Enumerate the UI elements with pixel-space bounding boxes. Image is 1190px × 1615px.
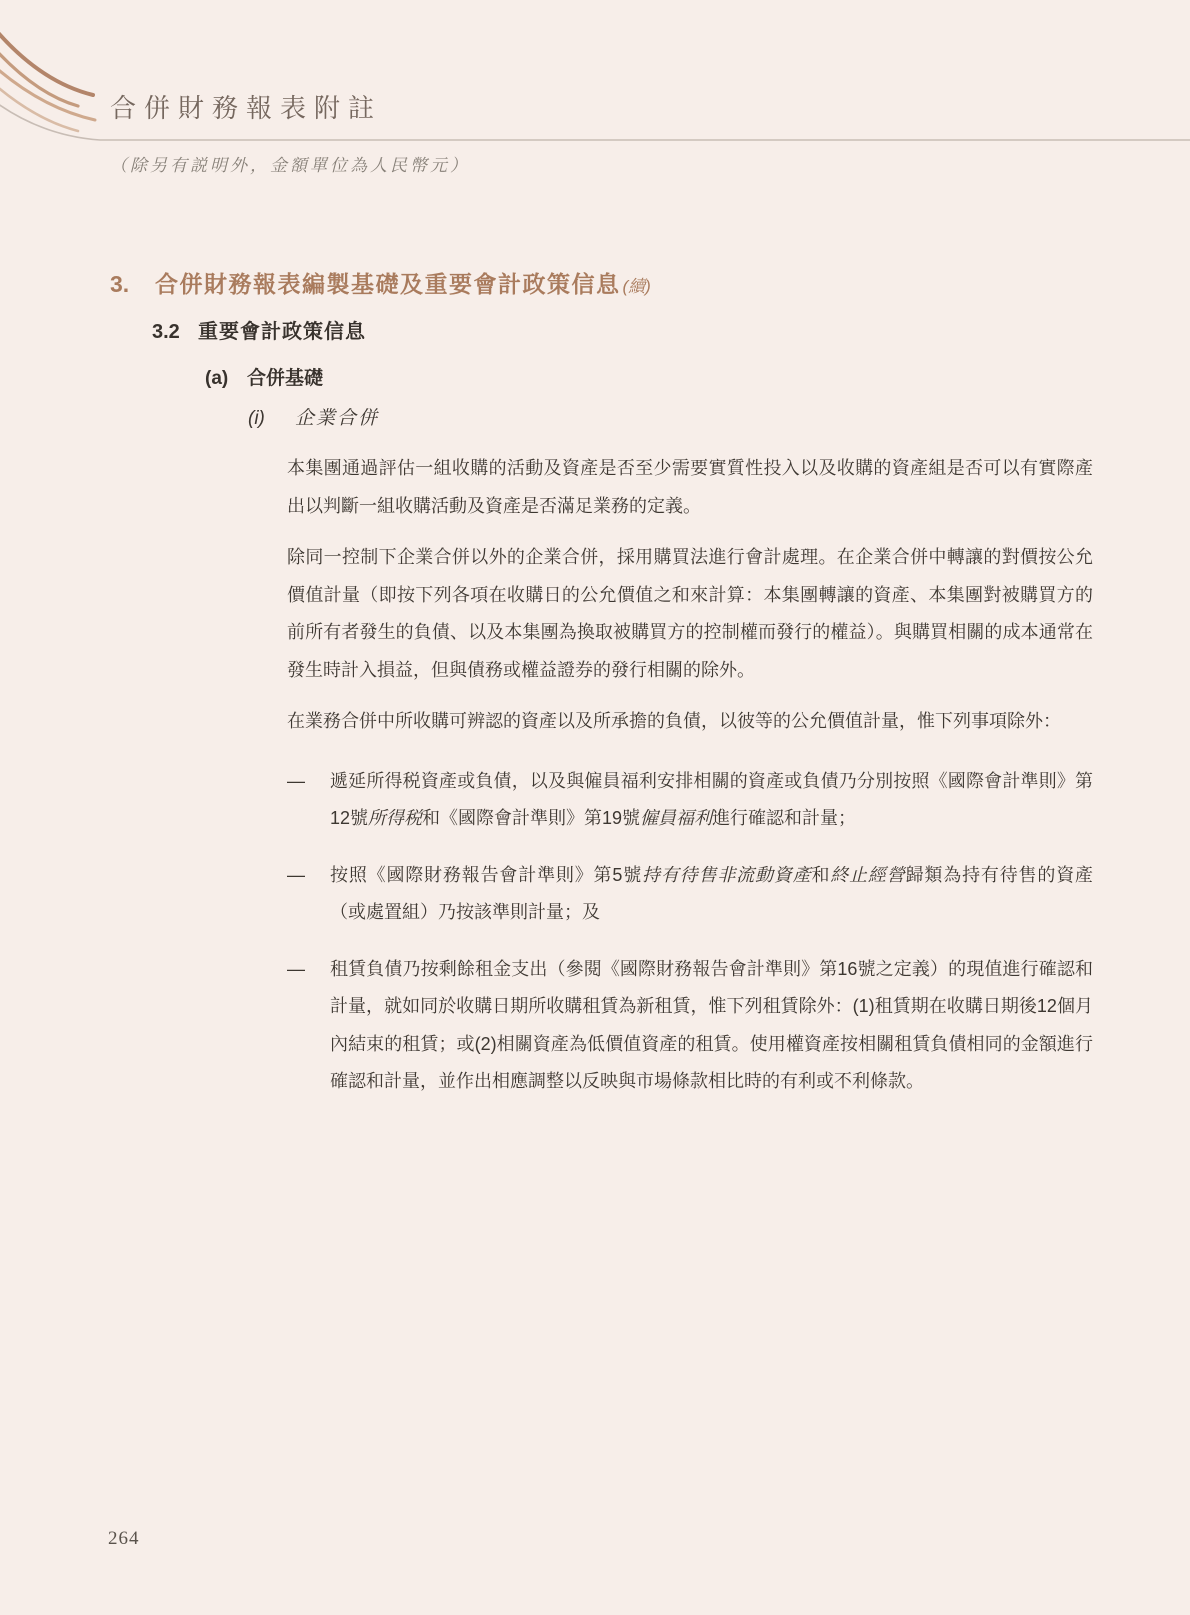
bullet-text-run: 進行確認和計量； [712, 808, 857, 828]
section-heading [110, 266, 651, 299]
item-a-heading [205, 363, 323, 390]
bullet-text-run: 歸類為持有待售的資產（或處置組）乃按該準則計量；及 [330, 864, 1094, 922]
standard-title-italic: 持有待售非流動資產 [642, 864, 812, 885]
subsection-heading [152, 315, 366, 344]
bullet-dash: — [287, 958, 305, 979]
bullet-item [287, 763, 1093, 838]
decorative-wave-icon [0, 0, 1190, 160]
bullet-item [287, 857, 1093, 932]
section-number: 3. [110, 271, 130, 297]
page-header-subtitle: （除另有説明外，金額單位為人民幣元） [110, 156, 470, 175]
bullet-text [330, 763, 1093, 838]
bullet-dash: — [287, 864, 305, 885]
page-header-title: 合併財務報表附註 [110, 94, 383, 123]
standard-title-italic: 僱員福利 [640, 808, 713, 828]
standard-title-italic: 終止經營 [830, 864, 906, 885]
bullet-text-run: 租賃負債乃按剩餘租金支出（參閱《國際財務報告會計準則》第16號之定義）的現值進行確認和計量，就如同於收購日期所收購租賃為新租賃，惟下列租賃除外：(1)租賃期在收購日期後12個月內結束的租賃；或(2)相關資產為低價值資產的租賃。使用權資產按相關租賃負債相同的金額進行確認和計量，並作出相應調整以反映與市場條款相比時的有利或不利條款。 [330, 958, 1093, 1091]
subsection-number: 3.2 [152, 321, 180, 343]
bullet-text-run: 按照《國際財務報告會計準則》第5號 [330, 864, 643, 885]
page-number: 264 [108, 1528, 140, 1549]
bullet-text-run: 和 [811, 864, 831, 885]
item-i-heading [248, 403, 379, 430]
subsection-title: 重要會計政策信息 [198, 321, 366, 343]
bullet-text-run: 和《國際會計準則》第19號 [422, 808, 641, 828]
item-a-title: 合併基礎 [247, 368, 324, 389]
item-i-title: 企業合併 [295, 408, 380, 429]
body-content [287, 450, 1093, 1120]
bullet-item [287, 951, 1093, 1101]
bullet-text [330, 857, 1093, 932]
item-i-number: (i) [248, 408, 265, 429]
body-paragraph: 本集團通過評估一組收購的活動及資產是否至少需要實質性投入以及收購的資產組是否可以有實際產出以判斷一組收購活動及資產是否滿足業務的定義。 [287, 458, 1093, 516]
body-paragraphs [287, 450, 1093, 741]
section-title: 合併財務報表編製基礎及重要會計政策信息 [155, 271, 621, 297]
bullet-text-run: 遞延所得税資產或負債，以及與僱員福利安排相關的資產或負債乃分別按照《國際會計準則》第12號 [330, 770, 1093, 828]
item-a-number: (a) [205, 368, 229, 389]
body-paragraph: 在業務合併中所收購可辨認的資產以及所承擔的負債，以彼等的公允價值計量，惟下列事項除外： [287, 711, 1061, 731]
bullet-text [330, 951, 1093, 1101]
bullet-list [287, 763, 1093, 1101]
standard-title-italic: 所得税 [368, 808, 423, 828]
bullet-dash: — [287, 770, 305, 791]
section-continued-label: (續) [622, 277, 651, 296]
body-paragraph: 除同一控制下企業合併以外的企業合併，採用購買法進行會計處理。在企業合併中轉讓的對價按公允價值計量（即按下列各項在收購日的公允價值之和來計算：本集團轉讓的資產、本集團對被購買方的前所有者發生的負債、以及本集團為換取被購買方的控制權而發行的權益）。與購買相關的成本通常在發生時計入損益，但與債務或權益證券的發行相關的除外。 [287, 547, 1093, 680]
